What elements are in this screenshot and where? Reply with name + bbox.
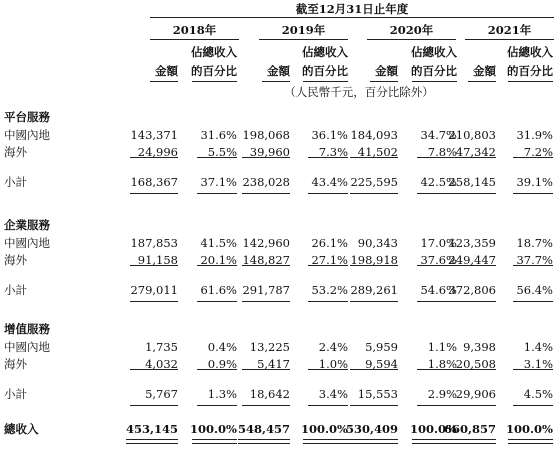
- subtotal-bottom-rule-amount-2-2020: [350, 405, 398, 406]
- col-pct-label-line1-2019: 佔總收入: [302, 45, 348, 59]
- subtotal-1-pct-2019: 53.2%: [311, 283, 348, 297]
- subtotal-1-amount-2018: 279,011: [130, 283, 178, 297]
- row-label-0-1: 海外: [4, 145, 27, 159]
- total-double-rule-amount-2021: [444, 439, 496, 444]
- row-1-1-amount-2021: 249,447: [448, 253, 496, 267]
- subtotal-bottom-rule-pct-1-2019: [308, 301, 348, 302]
- subtotal-bottom-rule-amount-1-2018: [130, 301, 178, 302]
- subtotal-rule-amount-1-2019: [242, 265, 290, 266]
- year-underline-2019: [259, 39, 348, 40]
- subtotal-1-pct-2021: 56.4%: [516, 283, 553, 297]
- row-0-0-amount-2019: 198,068: [242, 128, 290, 142]
- subtotal-bottom-rule-amount-1-2021: [448, 301, 496, 302]
- subtotal-bottom-rule-amount-0-2018: [130, 193, 178, 194]
- col-amount-label-2021: 金額: [473, 64, 496, 78]
- subtotal-2-pct-2018: 1.3%: [207, 387, 237, 401]
- subtotal-bottom-rule-pct-2-2019: [308, 405, 348, 406]
- year-underline-2018: [150, 39, 239, 40]
- total-double-rule-pct-2019: [303, 439, 348, 444]
- year-underline-2020: [367, 39, 456, 40]
- row-0-1-pct-2019: 7.3%: [318, 145, 348, 159]
- total-amount-2018: 453,145: [125, 422, 178, 436]
- row-2-1-pct-2021: 3.1%: [523, 357, 553, 371]
- total-double-rule-amount-2018: [126, 439, 178, 444]
- subtotal-label-2: 小計: [4, 387, 27, 401]
- subtotal-rule-pct-2-2019: [308, 369, 348, 370]
- subtotal-rule-pct-1-2021: [513, 265, 553, 266]
- row-1-0-pct-2020: 17.0%: [420, 236, 457, 250]
- total-pct-2021: 100.0%: [506, 422, 553, 436]
- subtotal-2-amount-2021: 29,906: [455, 387, 496, 401]
- row-0-1-amount-2021: 47,342: [455, 145, 496, 159]
- year-header-2021: 2021年: [487, 23, 532, 37]
- subtotal-rule-amount-1-2020: [350, 265, 398, 266]
- total-amount-2020: 530,409: [345, 422, 398, 436]
- row-2-0-pct-2019: 2.4%: [318, 340, 348, 354]
- subtotal-rule-amount-1-2018: [130, 265, 178, 266]
- row-1-1-pct-2021: 37.7%: [516, 253, 553, 267]
- row-2-0-amount-2021: 9,398: [463, 340, 496, 354]
- total-double-rule-pct-2021: [508, 439, 553, 444]
- row-1-0-pct-2018: 41.5%: [200, 236, 237, 250]
- year-header-2020: 2020年: [389, 23, 434, 37]
- row-1-1-pct-2020: 37.6%: [420, 253, 457, 267]
- subtotal-2-pct-2019: 3.4%: [318, 387, 348, 401]
- row-0-1-amount-2018: 24,996: [137, 145, 178, 159]
- subtotal-0-amount-2019: 238,028: [242, 175, 290, 189]
- row-0-0-pct-2019: 36.1%: [311, 128, 348, 142]
- row-1-1-amount-2019: 148,827: [242, 253, 290, 267]
- subtotal-rule-amount-2-2021: [448, 369, 496, 370]
- col-pct-label-line2-2019: 的百分比: [302, 64, 348, 78]
- row-0-0-pct-2021: 31.9%: [516, 128, 553, 142]
- row-1-1-amount-2018: 91,158: [137, 253, 178, 267]
- subtotal-bottom-rule-amount-1-2019: [242, 301, 290, 302]
- row-1-0-amount-2020: 90,343: [357, 236, 398, 250]
- row-0-1-pct-2021: 7.2%: [523, 145, 553, 159]
- subtotal-bottom-rule-pct-0-2018: [197, 193, 237, 194]
- row-1-1-pct-2019: 27.1%: [311, 253, 348, 267]
- row-0-1-amount-2020: 41,502: [357, 145, 398, 159]
- row-1-0-pct-2021: 18.7%: [516, 236, 553, 250]
- row-label-1-1: 海外: [4, 253, 27, 267]
- subtotal-0-amount-2018: 168,367: [130, 175, 178, 189]
- subtotal-0-pct-2020: 42.5%: [420, 175, 457, 189]
- row-0-0-pct-2020: 34.7%: [420, 128, 457, 142]
- subtotal-rule-amount-0-2021: [448, 157, 496, 158]
- total-amount-2021: 660,857: [443, 422, 496, 436]
- row-label-2-0: 中國內地: [4, 340, 50, 354]
- row-0-0-pct-2018: 31.6%: [200, 128, 237, 142]
- subtotal-bottom-rule-amount-0-2019: [242, 193, 290, 194]
- subtotal-2-pct-2021: 4.5%: [523, 387, 553, 401]
- subtotal-bottom-rule-amount-1-2020: [350, 301, 398, 302]
- subtotal-0-pct-2018: 37.1%: [200, 175, 237, 189]
- section-title-0: 平台服務: [4, 110, 50, 124]
- row-2-1-amount-2020: 9,594: [365, 357, 398, 371]
- col-pct-label-line1-2018: 佔總收入: [191, 45, 237, 59]
- subtotal-1-amount-2019: 291,787: [242, 283, 290, 297]
- subtotal-bottom-rule-amount-2-2021: [448, 405, 496, 406]
- subtotal-rule-amount-2-2019: [242, 369, 290, 370]
- col-amount-underline-2019: [262, 81, 290, 82]
- section-title-1: 企業服務: [4, 218, 50, 232]
- row-2-1-amount-2019: 5,417: [257, 357, 290, 371]
- row-0-0-amount-2021: 210,803: [448, 128, 496, 142]
- row-2-1-pct-2020: 1.8%: [427, 357, 457, 371]
- col-pct-label-line1-2020: 佔總收入: [411, 45, 457, 59]
- subtotal-2-amount-2020: 15,553: [357, 387, 398, 401]
- row-label-0-0: 中國內地: [4, 128, 50, 142]
- row-label-2-1: 海外: [4, 357, 27, 371]
- row-1-0-pct-2019: 26.1%: [311, 236, 348, 250]
- subtotal-2-amount-2019: 18,642: [249, 387, 290, 401]
- unit-note: （人民幣千元，百分比除外）: [284, 85, 434, 99]
- total-double-rule-amount-2019: [238, 439, 290, 444]
- section-title-2: 增值服務: [4, 322, 50, 336]
- row-2-0-pct-2018: 0.4%: [207, 340, 237, 354]
- col-amount-underline-2021: [468, 81, 496, 82]
- subtotal-1-amount-2020: 289,261: [350, 283, 398, 297]
- total-pct-2018: 100.0%: [190, 422, 237, 436]
- total-label: 總收入: [4, 422, 39, 436]
- row-0-1-pct-2018: 5.5%: [207, 145, 237, 159]
- year-underline-2021: [465, 39, 554, 40]
- subtotal-0-pct-2019: 43.4%: [311, 175, 348, 189]
- subtotal-rule-amount-0-2020: [350, 157, 398, 158]
- subtotal-rule-pct-1-2019: [308, 265, 348, 266]
- subtotal-bottom-rule-amount-0-2021: [448, 193, 496, 194]
- subtotal-bottom-rule-pct-1-2018: [197, 301, 237, 302]
- row-1-0-amount-2019: 142,960: [242, 236, 290, 250]
- row-0-1-amount-2019: 39,960: [249, 145, 290, 159]
- col-amount-underline-2018: [150, 81, 178, 82]
- col-pct-underline-2020: [412, 81, 457, 82]
- subtotal-rule-pct-2-2018: [197, 369, 237, 370]
- col-amount-underline-2020: [370, 81, 398, 82]
- col-pct-label-line2-2020: 的百分比: [411, 64, 457, 78]
- row-0-0-amount-2020: 184,093: [350, 128, 398, 142]
- subtotal-bottom-rule-amount-2-2019: [242, 405, 290, 406]
- row-1-0-amount-2018: 187,853: [130, 236, 178, 250]
- subtotal-rule-pct-1-2018: [197, 265, 237, 266]
- total-amount-2019: 548,457: [237, 422, 290, 436]
- col-pct-label-line1-2021: 佔總收入: [507, 45, 553, 59]
- subtotal-label-0: 小計: [4, 175, 27, 189]
- row-2-0-pct-2020: 1.1%: [427, 340, 457, 354]
- subtotal-rule-pct-0-2018: [197, 157, 237, 158]
- total-pct-2020: 100.0%: [410, 422, 457, 436]
- subtotal-1-amount-2021: 372,806: [448, 283, 496, 297]
- subtotal-bottom-rule-pct-2-2018: [197, 405, 237, 406]
- subtotal-rule-pct-0-2019: [308, 157, 348, 158]
- year-header-2019: 2019年: [281, 23, 326, 37]
- subtotal-bottom-rule-pct-2-2021: [513, 405, 553, 406]
- row-2-0-amount-2020: 5,959: [365, 340, 398, 354]
- row-2-1-pct-2019: 1.0%: [318, 357, 348, 371]
- col-amount-label-2019: 金額: [267, 64, 290, 78]
- subtotal-0-pct-2021: 39.1%: [516, 175, 553, 189]
- period-caption: 截至12月31日止年度: [295, 2, 409, 16]
- year-header-2018: 2018年: [172, 23, 217, 37]
- subtotal-bottom-rule-pct-0-2019: [308, 193, 348, 194]
- col-amount-label-2020: 金額: [375, 64, 398, 78]
- col-pct-underline-2021: [508, 81, 553, 82]
- subtotal-rule-amount-0-2018: [130, 157, 178, 158]
- subtotal-bottom-rule-amount-0-2020: [350, 193, 398, 194]
- total-double-rule-pct-2018: [192, 439, 237, 444]
- subtotal-1-pct-2018: 61.6%: [200, 283, 237, 297]
- subtotal-bottom-rule-pct-1-2021: [513, 301, 553, 302]
- subtotal-bottom-rule-pct-0-2021: [513, 193, 553, 194]
- header-divider-top: [150, 17, 554, 18]
- col-pct-underline-2018: [192, 81, 237, 82]
- col-pct-underline-2019: [303, 81, 348, 82]
- row-1-1-pct-2018: 20.1%: [200, 253, 237, 267]
- col-pct-label-line2-2021: 的百分比: [507, 64, 553, 78]
- subtotal-rule-amount-1-2021: [448, 265, 496, 266]
- row-1-1-amount-2020: 198,918: [350, 253, 398, 267]
- row-2-0-amount-2019: 13,225: [249, 340, 290, 354]
- subtotal-bottom-rule-amount-2-2018: [130, 405, 178, 406]
- total-pct-2019: 100.0%: [301, 422, 348, 436]
- row-2-0-amount-2018: 1,735: [145, 340, 178, 354]
- total-double-rule-amount-2020: [346, 439, 398, 444]
- subtotal-2-amount-2018: 5,767: [145, 387, 178, 401]
- subtotal-2-pct-2020: 2.9%: [427, 387, 457, 401]
- row-2-0-pct-2021: 1.4%: [523, 340, 553, 354]
- row-0-0-amount-2018: 143,371: [130, 128, 178, 142]
- col-pct-label-line2-2018: 的百分比: [191, 64, 237, 78]
- row-label-1-0: 中國內地: [4, 236, 50, 250]
- subtotal-rule-amount-2-2020: [350, 369, 398, 370]
- subtotal-rule-pct-0-2021: [513, 157, 553, 158]
- row-2-1-pct-2018: 0.9%: [207, 357, 237, 371]
- subtotal-0-amount-2021: 258,145: [448, 175, 496, 189]
- subtotal-label-1: 小計: [4, 283, 27, 297]
- subtotal-1-pct-2020: 54.6%: [420, 283, 457, 297]
- row-2-1-amount-2018: 4,032: [145, 357, 178, 371]
- subtotal-rule-amount-0-2019: [242, 157, 290, 158]
- subtotal-rule-pct-2-2021: [513, 369, 553, 370]
- col-amount-label-2018: 金額: [155, 64, 178, 78]
- subtotal-0-amount-2020: 225,595: [350, 175, 398, 189]
- row-2-1-amount-2021: 20,508: [455, 357, 496, 371]
- row-1-0-amount-2021: 123,359: [448, 236, 496, 250]
- subtotal-rule-amount-2-2018: [130, 369, 178, 370]
- row-0-1-pct-2020: 7.8%: [427, 145, 457, 159]
